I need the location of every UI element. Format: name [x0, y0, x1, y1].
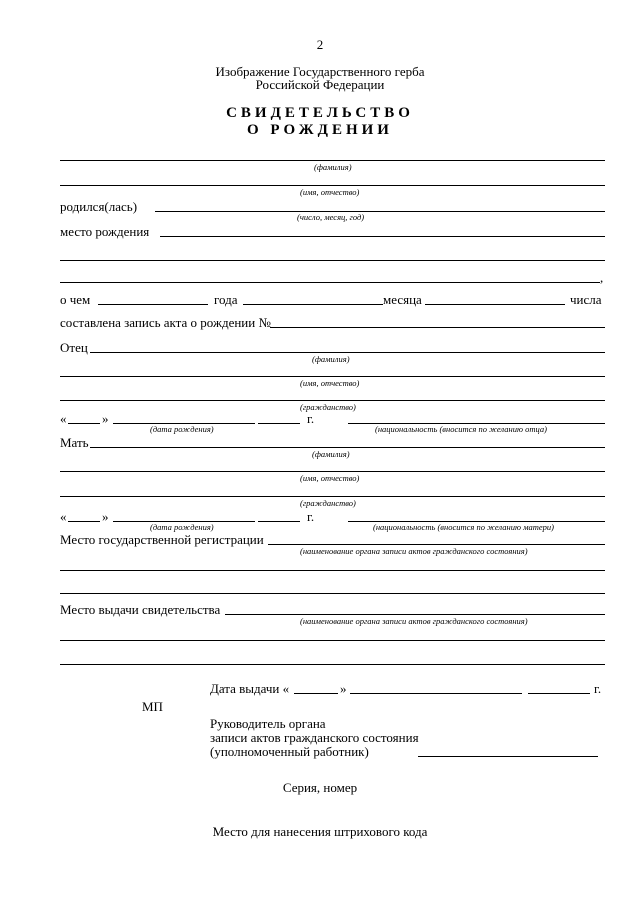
caption-father-citizenship: (гражданство): [300, 402, 356, 412]
registration-place-line-3: [60, 593, 605, 594]
head-title-line-1: Руководитель органа: [210, 716, 326, 731]
father-quote-open: «: [60, 411, 67, 426]
comma: ,: [600, 270, 604, 285]
issue-day-line: [294, 693, 338, 694]
issue-place-line-2: [60, 640, 605, 641]
caption-mother-birth-date: (дата рождения): [150, 522, 214, 532]
caption-father-nationality: (национальность (вносится по желанию отца): [375, 424, 547, 434]
father-quote-close: »: [102, 411, 109, 426]
emblem-text-line-1: Изображение Государственного герба: [215, 64, 425, 79]
caption-father-name: (имя, отчество): [300, 378, 360, 388]
emblem-text-line-2: Российской Федерации: [255, 77, 385, 92]
signature-line: [418, 756, 598, 757]
caption-date: (число, месяц, год): [297, 212, 365, 222]
series-number-label: Серия, номер: [282, 780, 358, 795]
head-title-line-2: записи актов гражданского состояния: [210, 730, 419, 745]
mother-label: Мать: [60, 435, 89, 450]
registration-place-line-2: [60, 570, 605, 571]
mother-g: г.: [307, 509, 315, 524]
caption-mother-name: (имя, отчество): [300, 473, 360, 483]
born-label: родился(лась): [60, 199, 138, 214]
father-citizenship-line: [60, 400, 605, 401]
document-title-line-2: О РОЖДЕНИИ: [247, 122, 393, 138]
caption-registration-office: (наименование органа записи актов гражданского состояния): [300, 546, 528, 556]
document-title-line-1: СВИДЕТЕЛЬСТВО: [226, 105, 414, 121]
mother-citizenship-line: [60, 496, 605, 497]
father-g: г.: [307, 411, 315, 426]
birthplace-line: [160, 236, 605, 237]
issue-month-line: [350, 693, 522, 694]
record-number-line: [270, 327, 605, 328]
mother-quote-open: «: [60, 509, 67, 524]
caption-mother-citizenship: (гражданство): [300, 498, 356, 508]
issue-place-line: [225, 614, 605, 615]
mother-day-line: [68, 521, 100, 522]
year-line: [98, 304, 208, 305]
seal-label: МП: [142, 699, 163, 714]
mother-name-line: [60, 471, 605, 472]
page-number: 2: [316, 37, 324, 52]
day-label: числа: [570, 292, 602, 307]
caption-mother-nationality: (национальность (вносится по желанию матери): [373, 522, 554, 532]
father-label: Отец: [60, 340, 88, 355]
day-line: [425, 304, 565, 305]
about-label: о чем: [60, 292, 91, 307]
mother-year-line: [258, 521, 300, 522]
year-label: года: [214, 292, 238, 307]
caption-issue-office: (наименование органа записи актов гражданского состояния): [300, 616, 528, 626]
month-line: [243, 304, 383, 305]
caption-surname: (фамилия): [314, 162, 352, 172]
issue-year-line: [528, 693, 590, 694]
issue-place-line-3: [60, 664, 605, 665]
issue-g: г.: [594, 681, 602, 696]
caption-name-patronymic: (имя, отчество): [300, 187, 360, 197]
child-surname-line: [60, 160, 605, 161]
mother-quote-close: »: [102, 509, 109, 524]
issue-date-label: Дата выдачи «: [210, 681, 290, 696]
issue-quote-close: »: [340, 681, 347, 696]
father-year-line: [258, 423, 300, 424]
caption-father-surname: (фамилия): [312, 354, 350, 364]
caption-father-birth-date: (дата рождения): [150, 424, 214, 434]
record-label: составлена запись акта о рождении №: [60, 315, 271, 330]
birthplace-line-2: [60, 260, 605, 261]
father-day-line: [68, 423, 100, 424]
child-name-line: [60, 185, 605, 186]
issue-place-label: Место выдачи свидетельства: [60, 602, 221, 617]
birthplace-line-3: [60, 282, 600, 283]
month-label: месяца: [383, 292, 422, 307]
birth-date-line: [155, 211, 605, 212]
barcode-place-label: Место для нанесения штрихового кода: [212, 824, 428, 839]
head-title-line-3: (уполномоченный работник): [210, 744, 369, 759]
registration-place-line: [268, 544, 605, 545]
registration-place-label: Место государственной регистрации: [60, 532, 264, 547]
father-surname-line: [90, 352, 605, 353]
caption-mother-surname: (фамилия): [312, 449, 350, 459]
birthplace-label: место рождения: [60, 224, 150, 239]
father-name-line: [60, 376, 605, 377]
mother-surname-line: [90, 447, 605, 448]
